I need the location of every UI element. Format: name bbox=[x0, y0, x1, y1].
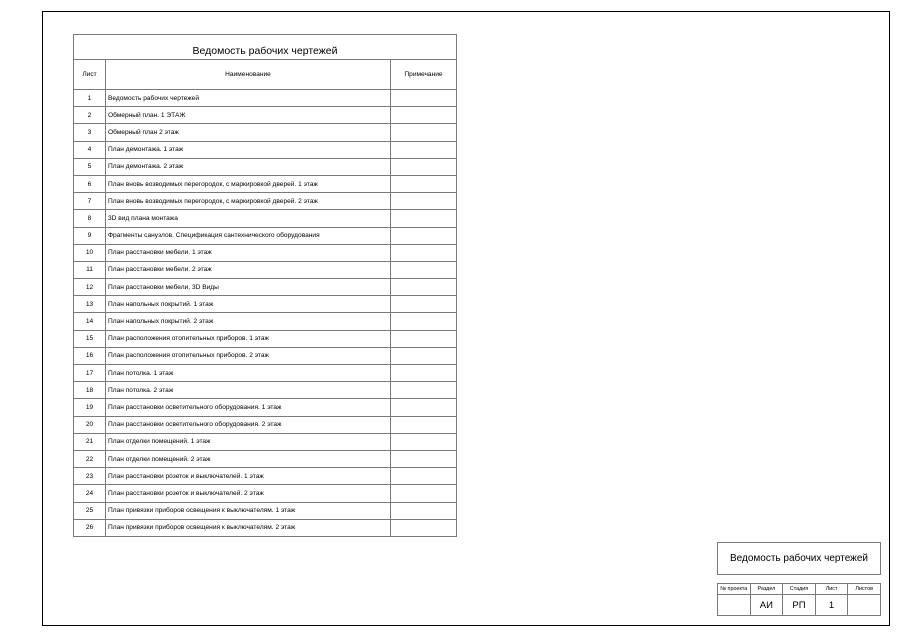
register-title: Ведомость рабочих чертежей bbox=[74, 35, 457, 60]
sheet-name: План вновь возводимых перегородок, с маркировкой дверей. 2 этаж bbox=[106, 193, 391, 210]
stamp-header-stage: Стадия bbox=[783, 584, 816, 595]
sheet-number: 26 bbox=[74, 519, 106, 536]
sheet-note bbox=[391, 382, 457, 399]
sheet-name: Ведомость рабочих чертежей bbox=[106, 90, 391, 107]
sheet-number: 15 bbox=[74, 330, 106, 347]
sheet-note bbox=[391, 468, 457, 485]
sheet-name: План напольных покрытий. 1 этаж bbox=[106, 296, 391, 313]
sheet-number: 8 bbox=[74, 210, 106, 227]
sheet-name: План расстановки мебели, 3D Виды bbox=[106, 279, 391, 296]
table-row bbox=[74, 416, 457, 433]
title-block bbox=[717, 583, 881, 616]
stamp-title-text: Ведомость рабочих чертежей bbox=[729, 553, 869, 564]
stamp-header-project: № проекта bbox=[718, 584, 751, 595]
table-row bbox=[74, 313, 457, 330]
sheet-name: Обмерный план. 1 ЭТАЖ bbox=[106, 107, 391, 124]
sheet-name: План потолка. 1 этаж bbox=[106, 365, 391, 382]
sheet-number: 3 bbox=[74, 124, 106, 141]
sheet-note bbox=[391, 158, 457, 175]
table-row bbox=[74, 90, 457, 107]
sheet-name: План напольных покрытий. 2 этаж bbox=[106, 313, 391, 330]
sheet-note bbox=[391, 365, 457, 382]
sheet-name: План потолка. 2 этаж bbox=[106, 382, 391, 399]
table-row bbox=[74, 124, 457, 141]
sheet-note bbox=[391, 141, 457, 158]
table-row bbox=[74, 382, 457, 399]
sheet-name: План расстановки розеток и выключателей. 2 этаж bbox=[106, 485, 391, 502]
sheet-number: 24 bbox=[74, 485, 106, 502]
stamp-title bbox=[717, 542, 881, 575]
sheet-name: Обмерный план 2 этаж bbox=[106, 124, 391, 141]
sheet-number: 6 bbox=[74, 175, 106, 192]
sheet-name: План привязки приборов освещения к выключателям. 1 этаж bbox=[106, 502, 391, 519]
table-row bbox=[74, 261, 457, 278]
table-row bbox=[74, 502, 457, 519]
stamp-header-section: Раздел bbox=[750, 584, 783, 595]
stamp-value-project bbox=[718, 595, 751, 616]
sheet-note bbox=[391, 502, 457, 519]
sheet-number: 20 bbox=[74, 416, 106, 433]
sheet-name: План вновь возводимых перегородок, с маркировкой дверей. 1 этаж bbox=[106, 175, 391, 192]
sheet-name: 3D вид плана монтажа bbox=[106, 210, 391, 227]
sheet-number: 19 bbox=[74, 399, 106, 416]
sheet-number: 10 bbox=[74, 244, 106, 261]
table-row bbox=[74, 399, 457, 416]
table-row bbox=[74, 365, 457, 382]
sheet-number: 21 bbox=[74, 433, 106, 450]
sheet-name: План расстановки осветительного оборудования. 2 этаж bbox=[106, 416, 391, 433]
stamp-header-sheets: Листов bbox=[848, 584, 881, 595]
sheet-number: 1 bbox=[74, 90, 106, 107]
table-row bbox=[74, 485, 457, 502]
sheet-name: Фрагменты санузлов. Спецификация сантехнического оборудования bbox=[106, 227, 391, 244]
sheet-note bbox=[391, 450, 457, 467]
sheet-number: 13 bbox=[74, 296, 106, 313]
sheet-name: План демонтажа. 1 этаж bbox=[106, 141, 391, 158]
sheet-note bbox=[391, 261, 457, 278]
header-name: Наименование bbox=[106, 60, 391, 90]
sheet-number: 12 bbox=[74, 279, 106, 296]
stamp-value-sheet: 1 bbox=[815, 595, 848, 616]
sheet-note bbox=[391, 175, 457, 192]
sheet-number: 16 bbox=[74, 347, 106, 364]
sheet-name: План расстановки осветительного оборудования. 1 этаж bbox=[106, 399, 391, 416]
table-row bbox=[74, 107, 457, 124]
sheet-number: 5 bbox=[74, 158, 106, 175]
sheet-name: План отделки помещений. 2 этаж bbox=[106, 450, 391, 467]
table-row bbox=[74, 175, 457, 192]
sheet-note bbox=[391, 485, 457, 502]
sheet-name: План расстановки розеток и выключателей. 1 этаж bbox=[106, 468, 391, 485]
sheet-number: 17 bbox=[74, 365, 106, 382]
sheet-number: 14 bbox=[74, 313, 106, 330]
sheet-number: 23 bbox=[74, 468, 106, 485]
sheet-number: 18 bbox=[74, 382, 106, 399]
sheet-note bbox=[391, 330, 457, 347]
table-row bbox=[74, 141, 457, 158]
sheet-note bbox=[391, 399, 457, 416]
stamp-value-stage: РП bbox=[783, 595, 816, 616]
sheet-name: План расстановки мебели. 2 этаж bbox=[106, 261, 391, 278]
sheet-note bbox=[391, 279, 457, 296]
sheet-number: 22 bbox=[74, 450, 106, 467]
stamp-value-sheets bbox=[848, 595, 881, 616]
sheet-number: 25 bbox=[74, 502, 106, 519]
sheet-number: 9 bbox=[74, 227, 106, 244]
stamp-header-sheet: Лист bbox=[815, 584, 848, 595]
sheet-note bbox=[391, 296, 457, 313]
sheet-number: 7 bbox=[74, 193, 106, 210]
sheet-name: План расположения отопительных приборов. 1 этаж bbox=[106, 330, 391, 347]
table-row bbox=[74, 227, 457, 244]
table-row bbox=[74, 296, 457, 313]
table-row bbox=[74, 330, 457, 347]
sheet-note bbox=[391, 107, 457, 124]
sheet-name: План расстановки мебели. 1 этаж bbox=[106, 244, 391, 261]
table-row bbox=[74, 433, 457, 450]
sheet-note bbox=[391, 347, 457, 364]
sheet-note bbox=[391, 193, 457, 210]
stamp-value-section: АИ bbox=[750, 595, 783, 616]
sheet-number: 2 bbox=[74, 107, 106, 124]
sheet-note bbox=[391, 210, 457, 227]
table-row bbox=[74, 279, 457, 296]
table-row bbox=[74, 244, 457, 261]
sheet-name: План демонтажа. 2 этаж bbox=[106, 158, 391, 175]
sheet-name: План отделки помещений. 1 этаж bbox=[106, 433, 391, 450]
sheet-note bbox=[391, 124, 457, 141]
header-sheet: Лист bbox=[74, 60, 106, 90]
sheet-note bbox=[391, 433, 457, 450]
table-row bbox=[74, 210, 457, 227]
sheet-note bbox=[391, 313, 457, 330]
table-row bbox=[74, 193, 457, 210]
sheet-note bbox=[391, 416, 457, 433]
drawing-register-table bbox=[73, 34, 457, 537]
table-row bbox=[74, 158, 457, 175]
table-row bbox=[74, 450, 457, 467]
header-note: Примечание bbox=[391, 60, 457, 90]
sheet-number: 11 bbox=[74, 261, 106, 278]
sheet-name: План привязки приборов освещения к выключателям. 2 этаж bbox=[106, 519, 391, 536]
sheet-name: План расположения отопительных приборов. 2 этаж bbox=[106, 347, 391, 364]
sheet-number: 4 bbox=[74, 141, 106, 158]
sheet-note bbox=[391, 90, 457, 107]
sheet-note bbox=[391, 244, 457, 261]
sheet-note bbox=[391, 519, 457, 536]
table-row bbox=[74, 519, 457, 536]
table-row bbox=[74, 347, 457, 364]
sheet-note bbox=[391, 227, 457, 244]
register-body bbox=[74, 90, 457, 537]
table-row bbox=[74, 468, 457, 485]
